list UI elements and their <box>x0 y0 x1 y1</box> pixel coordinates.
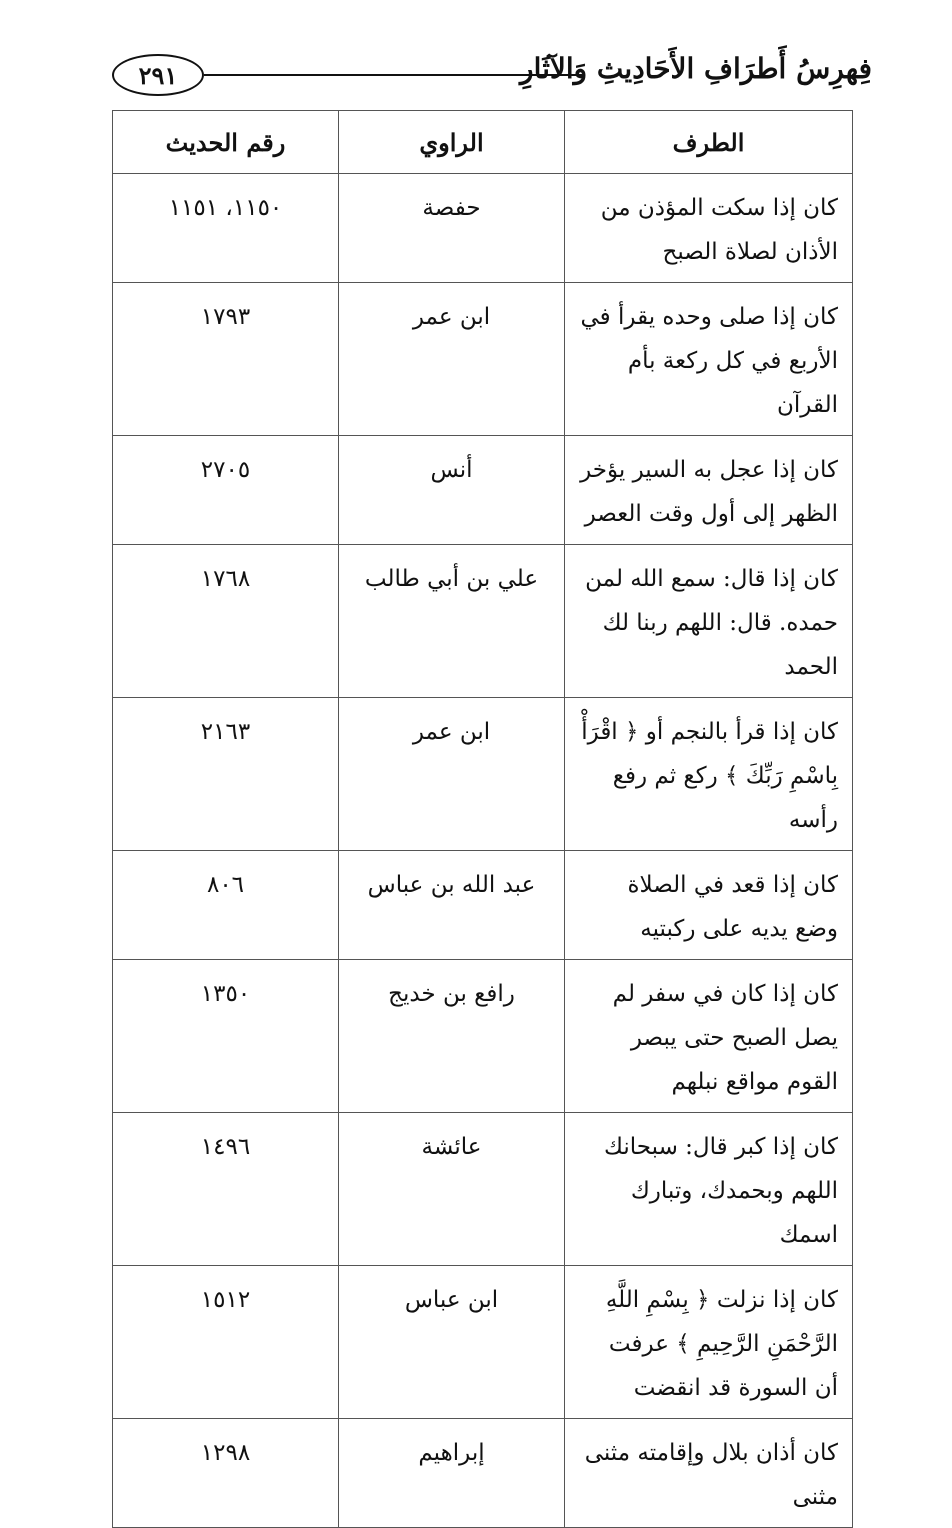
table-header-row <box>113 111 853 174</box>
column-header-tarf: الطرف <box>565 111 853 174</box>
table-row <box>113 436 853 545</box>
cell-rawi: ابن عمر <box>339 283 565 436</box>
page-number: ٢٩١ <box>112 54 204 96</box>
cell-rawi: علي بن أبي طالب <box>339 545 565 698</box>
table-row <box>113 174 853 283</box>
cell-tarf: كان إذا عجل به السير يؤخر الظهر إلى أول وقت العصر <box>565 436 853 545</box>
table-row <box>113 851 853 960</box>
cell-rawi: عائشة <box>339 1113 565 1266</box>
table-row <box>113 960 853 1113</box>
hadith-index-table <box>112 110 853 1528</box>
cell-raqm: ٢١٦٣ <box>113 698 339 851</box>
cell-rawi: حفصة <box>339 174 565 283</box>
cell-raqm: ١٧٦٨ <box>113 545 339 698</box>
cell-raqm: ١١٥٠، ١١٥١ <box>113 174 339 283</box>
cell-tarf: كان إذا قرأ بالنجم أو ﴿ اقْرَأْ بِاسْمِ رَبِّكَ ﴾ ركع ثم رفع رأسه <box>565 698 853 851</box>
cell-tarf: كان إذا سكت المؤذن من الأذان لصلاة الصبح <box>565 174 853 283</box>
cell-tarf: كان إذا كبر قال: سبحانك اللهم وبحمدك، وتبارك اسمك <box>565 1113 853 1266</box>
cell-tarf: كان أذان بلال وإقامته مثنى مثنى <box>565 1419 853 1528</box>
table-row <box>113 545 853 698</box>
cell-tarf: كان إذا صلى وحده يقرأ في الأربع في كل ركعة بأم القرآن <box>565 283 853 436</box>
cell-raqm: ٨٠٦ <box>113 851 339 960</box>
cell-rawi: عبد الله بن عباس <box>339 851 565 960</box>
cell-tarf: كان إذا قال: سمع الله لمن حمده. قال: اللهم ربنا لك الحمد <box>565 545 853 698</box>
page-title: فِهرِسُ أَطرَافِ الأَحَادِيثِ وَالآثَارِ <box>520 52 872 85</box>
cell-raqm: ١٢٩٨ <box>113 1419 339 1528</box>
table-row <box>113 698 853 851</box>
cell-rawi: ابن عمر <box>339 698 565 851</box>
table-row <box>113 1113 853 1266</box>
column-header-raqm: رقم الحديث <box>113 111 339 174</box>
page-header <box>112 48 872 102</box>
cell-raqm: ١٥١٢ <box>113 1266 339 1419</box>
column-header-rawi: الراوي <box>339 111 565 174</box>
cell-rawi: رافع بن خديج <box>339 960 565 1113</box>
cell-raqm: ١٣٥٠ <box>113 960 339 1113</box>
cell-raqm: ١٧٩٣ <box>113 283 339 436</box>
table-row <box>113 283 853 436</box>
cell-tarf: كان إذا قعد في الصلاة وضع يديه على ركبتيه <box>565 851 853 960</box>
cell-tarf: كان إذا نزلت ﴿ بِسْمِ اللَّهِ الرَّحْمَنِ الرَّحِيمِ ﴾ عرفت أن السورة قد انقضت <box>565 1266 853 1419</box>
table-row <box>113 1266 853 1419</box>
table-row <box>113 1419 853 1528</box>
cell-rawi: ابن عباس <box>339 1266 565 1419</box>
cell-rawi: أنس <box>339 436 565 545</box>
cell-raqm: ١٤٩٦ <box>113 1113 339 1266</box>
cell-rawi: إبراهيم <box>339 1419 565 1528</box>
cell-tarf: كان إذا كان في سفر لم يصل الصبح حتى يبصر القوم مواقع نبلهم <box>565 960 853 1113</box>
cell-raqm: ٢٧٠٥ <box>113 436 339 545</box>
